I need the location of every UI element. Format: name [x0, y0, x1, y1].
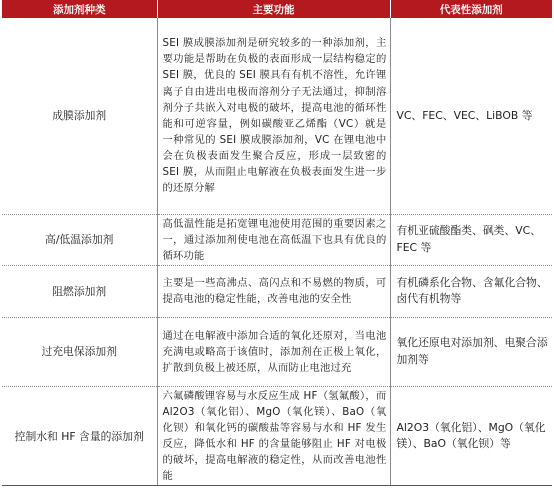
table-row — [2, 265, 552, 317]
representative-additives-cell: Al2O3（氧化铝）、MgO（氧化镁）、BaO（氧化钡）等 — [390, 386, 552, 486]
header-main-function: 主要功能 — [157, 0, 390, 18]
table-row — [2, 317, 552, 386]
main-function-cell: 高低温性能是拓宽锂电池使用范围的重要因素之一，通过添加剂使电池在高低温下也具有优良的循环功能 — [157, 214, 390, 265]
representative-additives-cell: 有机亚硫酸酯类、砜类、VC、FEC 等 — [390, 214, 552, 265]
additive-type-cell: 高/低温添加剂 — [2, 214, 157, 265]
table-row — [2, 386, 552, 486]
representative-additives-cell: 氧化还原电对添加剂、电聚合添加剂等 — [390, 317, 552, 386]
additive-type-cell: 成膜添加剂 — [2, 18, 157, 214]
table-row — [2, 18, 552, 214]
table-row — [2, 214, 552, 265]
additive-type-cell: 控制水和 HF 含量的添加剂 — [2, 386, 157, 486]
additive-type-cell: 过充电保添加剂 — [2, 317, 157, 386]
additive-table — [2, 0, 552, 486]
representative-additives-cell: 有机磷系化合物、含氟化合物、卤代有机物等 — [390, 265, 552, 317]
main-function-cell: 六氟磷酸锂容易与水反应生成 HF（氢氟酸），而 Al2O3（氧化铝）、MgO（氧化镁）、BaO（氧化钡）和氧化钙的碳酸盐等容易与水和 HF 发生反应，降低水和 HF 的含量能够阻止 HF 对电极的破坏，提高电解液的稳定性，从而改善电池性能 — [157, 386, 390, 486]
table-header-row — [2, 0, 552, 18]
main-function-cell: 主要是一些高沸点、高闪点和不易燃的物质，可提高电池的稳定性能，改善电池的安全性 — [157, 265, 390, 317]
main-function-cell: 通过在电解液中添加合适的氧化还原对，当电池充满电或略高于该值时，添加剂在正极上氧化，扩散到负极上被还原，从而防止电池过充 — [157, 317, 390, 386]
representative-additives-cell: VC、FEC、VEC、LiBOB 等 — [390, 18, 552, 214]
header-additive-type: 添加剂种类 — [2, 0, 157, 18]
main-function-cell: SEI 膜成膜添加剂是研究较多的一种添加剂，主要功能是帮助在负极的表面形成一层结构稳定的 SEI 膜，优良的 SEI 膜具有有机不溶性，允许锂离子自由进出电极而溶剂分子无法通过，抑制溶剂分子共嵌入对电极的破坏，提高电池的循环性能和可逆容量，例如碳酸亚乙烯酯（VC）就是一种常见的 SEI 膜成膜添加剂，VC 在锂电池中会在负极表面发生聚合反应，形成一层致密的 SEI 膜，从而阻止电解液在负极表面发生进一步的还原分解 — [157, 18, 390, 214]
header-representative-additives: 代表性添加剂 — [390, 0, 552, 18]
additive-type-cell: 阻燃添加剂 — [2, 265, 157, 317]
